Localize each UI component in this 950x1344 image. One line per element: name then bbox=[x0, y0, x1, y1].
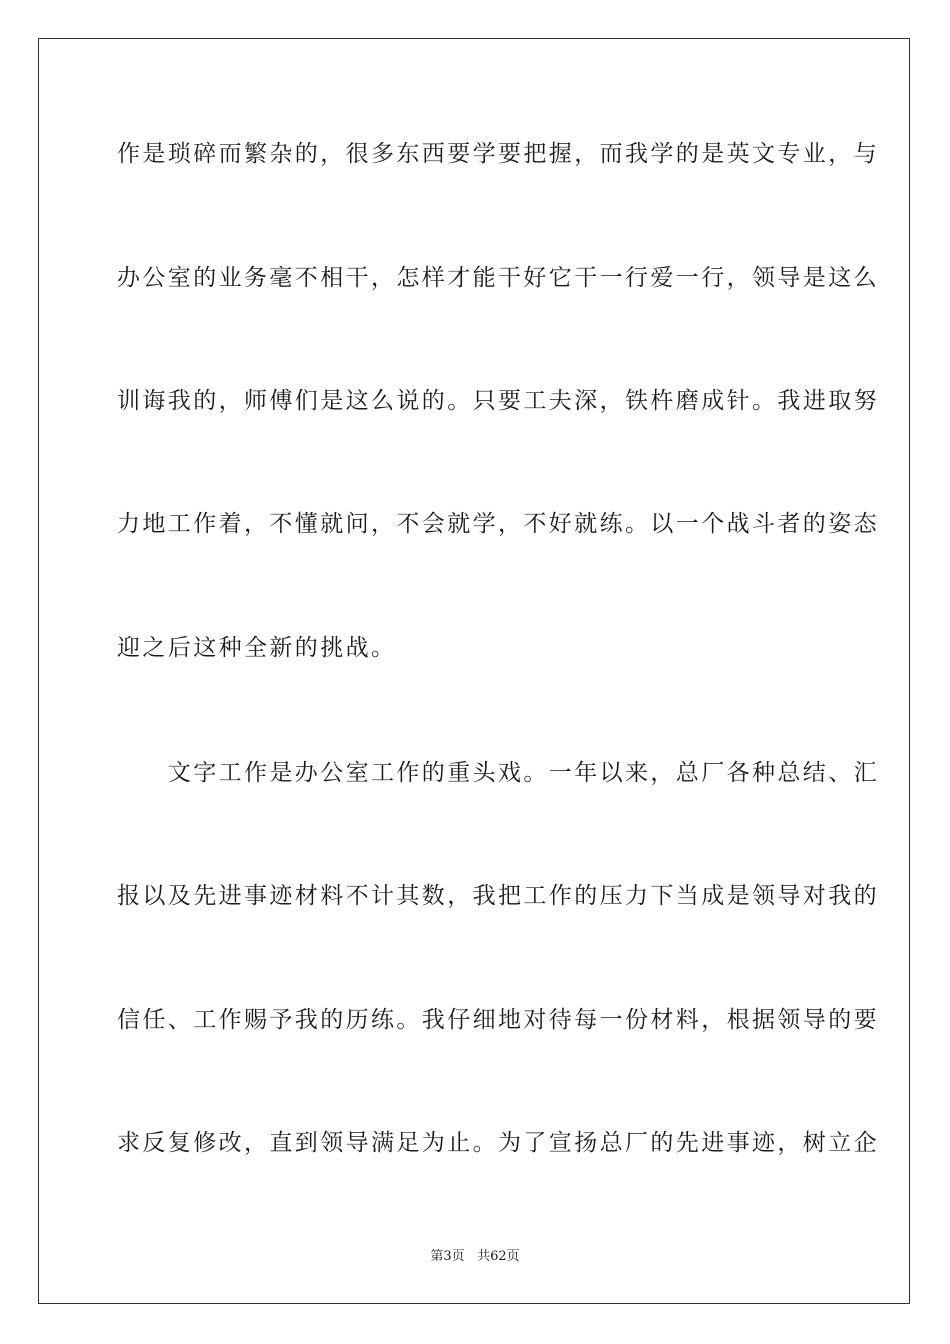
page-border bbox=[38, 38, 910, 1304]
text-line-1: 作是琐碎而繁杂的，很多东西要学要把握，而我学的是英文专业，与 bbox=[117, 141, 879, 167]
page-footer bbox=[0, 1248, 950, 1266]
text-line-2: 办公室的业务毫不相干，怎样才能干好它干一行爱一行，领导是这么 bbox=[117, 265, 879, 291]
text-line-4: 力地工作着，不懂就问，不会就学，不好就练。以一个战斗者的姿态 bbox=[117, 511, 879, 537]
page-total: 共62页 bbox=[477, 1249, 520, 1264]
text-line-8: 信任、工作赐予我的历练。我仔细地对待每一份材料，根据领导的要 bbox=[117, 1007, 879, 1033]
text-line-6: 文字工作是办公室工作的重头戏。一年以来，总厂各种总结、汇 bbox=[117, 760, 879, 786]
text-line-3: 训诲我的，师傅们是这么说的。只要工夫深，铁杵磨成针。我进取努 bbox=[117, 388, 879, 414]
text-line-9: 求反复修改，直到领导满足为止。为了宣扬总厂的先进事迹，树立企 bbox=[117, 1130, 879, 1156]
text-line-5: 迎之后这种全新的挑战。 bbox=[117, 635, 397, 661]
page-number: 第3页 bbox=[430, 1249, 465, 1264]
text-line-7: 报以及先进事迹材料不计其数，我把工作的压力下当成是领导对我的 bbox=[117, 883, 879, 909]
